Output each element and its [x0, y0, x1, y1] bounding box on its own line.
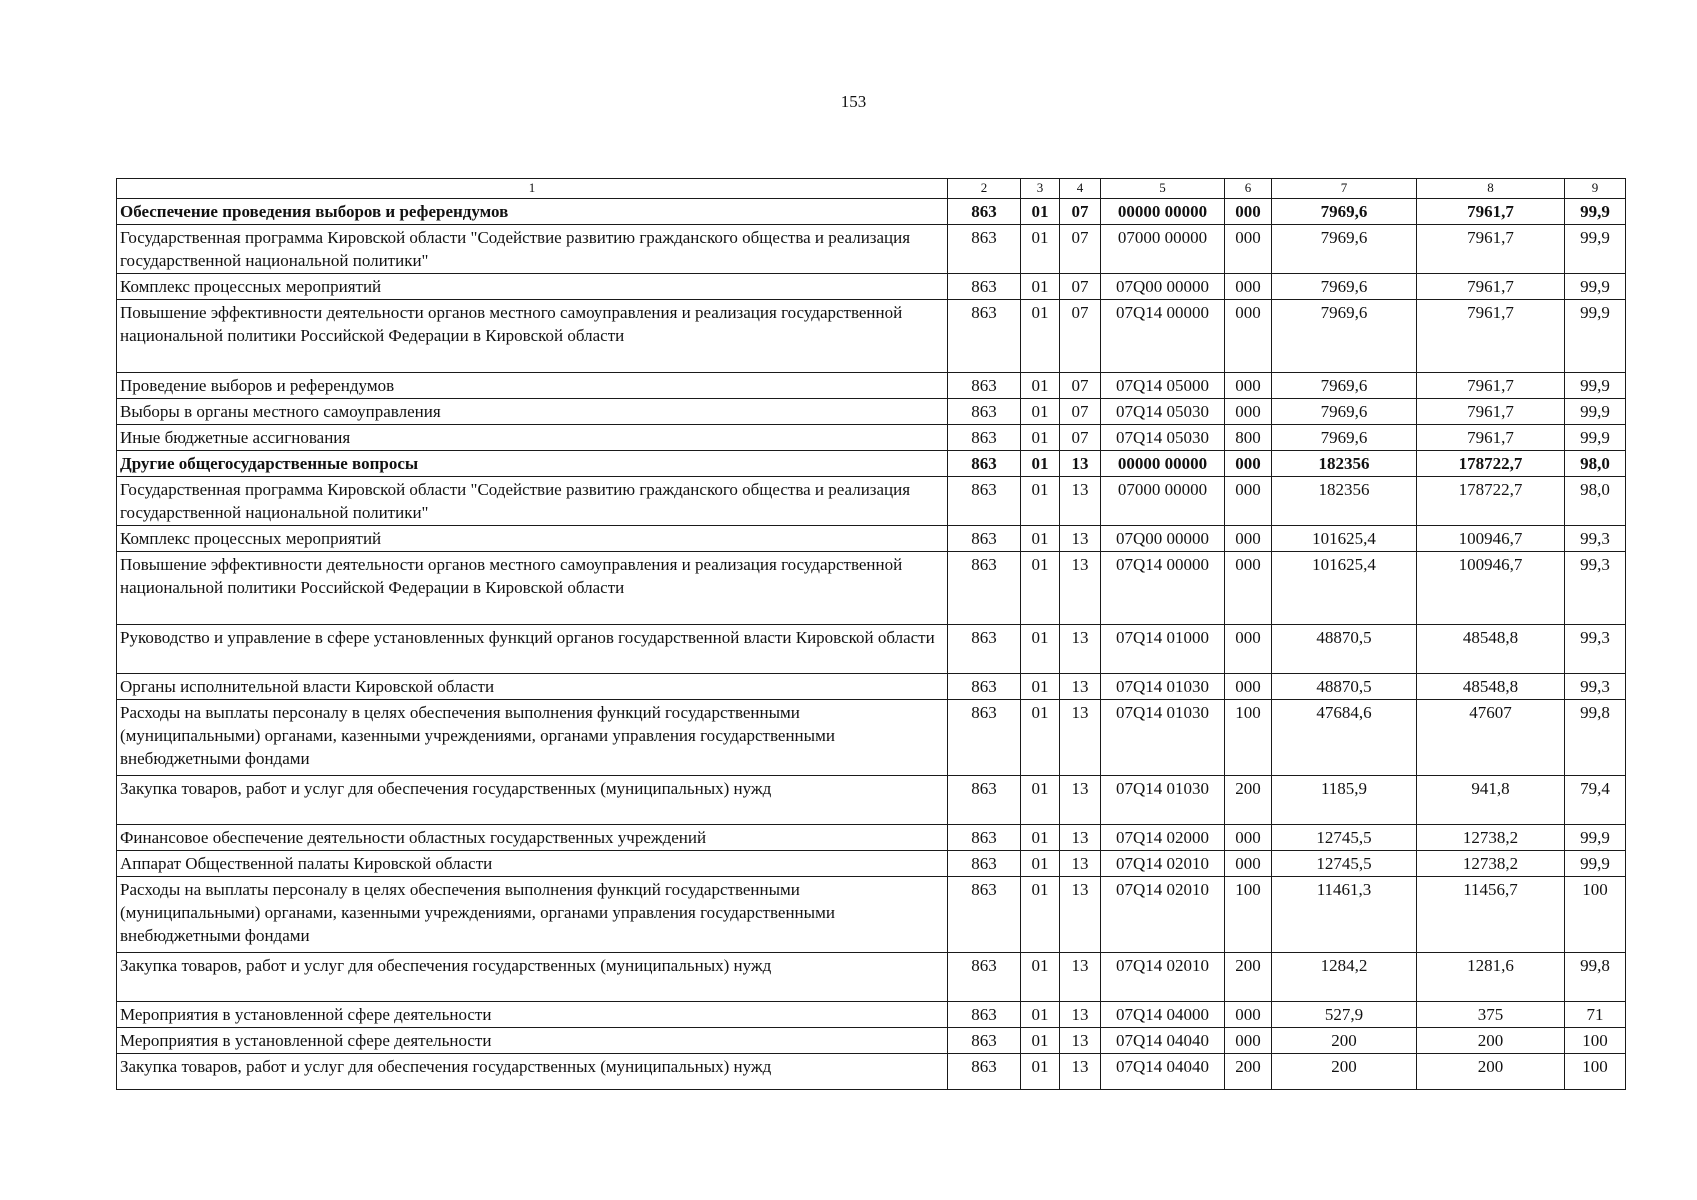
- target-article-cell: 07Q14 00000: [1101, 300, 1225, 373]
- executed-amount-cell: 7961,7: [1417, 399, 1565, 425]
- percent-cell: 99,9: [1565, 373, 1626, 399]
- target-article-cell: 07Q14 02010: [1101, 877, 1225, 953]
- row-name-cell: Проведение выборов и референдумов: [117, 373, 948, 399]
- subsection-cell: 07: [1060, 274, 1101, 300]
- percent-cell: 79,4: [1565, 776, 1626, 825]
- subsection-cell: 13: [1060, 625, 1101, 674]
- executed-amount-cell: 7961,7: [1417, 199, 1565, 225]
- row-name-cell: Расходы на выплаты персоналу в целях обеспечения выполнения функций государственными (муниципальными) органами, казенными учреждениями, органами управления государственными внебюджетными фондами: [117, 877, 948, 953]
- target-article-cell: 07Q00 00000: [1101, 526, 1225, 552]
- admin-code-cell: 863: [948, 1002, 1021, 1028]
- subsection-cell: 13: [1060, 877, 1101, 953]
- target-article-cell: 07Q14 02010: [1101, 953, 1225, 1002]
- table-row: [117, 373, 1626, 399]
- percent-cell: 99,9: [1565, 851, 1626, 877]
- percent-cell: 98,0: [1565, 451, 1626, 477]
- percent-cell: 99,9: [1565, 425, 1626, 451]
- column-header: 5: [1101, 179, 1225, 199]
- table-row: [117, 1028, 1626, 1054]
- admin-code-cell: 863: [948, 274, 1021, 300]
- admin-code-cell: 863: [948, 451, 1021, 477]
- executed-amount-cell: 7961,7: [1417, 225, 1565, 274]
- target-article-cell: 07Q14 05030: [1101, 425, 1225, 451]
- target-article-cell: 07Q00 00000: [1101, 274, 1225, 300]
- section-cell: 01: [1021, 274, 1060, 300]
- planned-amount-cell: 7969,6: [1272, 274, 1417, 300]
- percent-cell: 99,3: [1565, 552, 1626, 625]
- section-cell: 01: [1021, 700, 1060, 776]
- target-article-cell: 07Q14 00000: [1101, 552, 1225, 625]
- admin-code-cell: 863: [948, 700, 1021, 776]
- planned-amount-cell: 47684,6: [1272, 700, 1417, 776]
- expense-type-cell: 000: [1225, 477, 1272, 526]
- subsection-cell: 13: [1060, 477, 1101, 526]
- target-article-cell: 07Q14 04040: [1101, 1054, 1225, 1090]
- table-row: [117, 225, 1626, 274]
- table-row: [117, 199, 1626, 225]
- column-header: 9: [1565, 179, 1626, 199]
- planned-amount-cell: 7969,6: [1272, 399, 1417, 425]
- target-article-cell: 07Q14 05030: [1101, 399, 1225, 425]
- planned-amount-cell: 182356: [1272, 477, 1417, 526]
- executed-amount-cell: 47607: [1417, 700, 1565, 776]
- column-header: 3: [1021, 179, 1060, 199]
- subsection-cell: 07: [1060, 199, 1101, 225]
- expense-type-cell: 000: [1225, 1002, 1272, 1028]
- percent-cell: 99,9: [1565, 399, 1626, 425]
- expense-type-cell: 200: [1225, 776, 1272, 825]
- column-header: 1: [117, 179, 948, 199]
- subsection-cell: 13: [1060, 1054, 1101, 1090]
- executed-amount-cell: 375: [1417, 1002, 1565, 1028]
- executed-amount-cell: 100946,7: [1417, 526, 1565, 552]
- subsection-cell: 13: [1060, 552, 1101, 625]
- admin-code-cell: 863: [948, 225, 1021, 274]
- percent-cell: 99,9: [1565, 225, 1626, 274]
- table-row: [117, 776, 1626, 825]
- expense-type-cell: 000: [1225, 451, 1272, 477]
- subsection-cell: 07: [1060, 425, 1101, 451]
- expense-type-cell: 200: [1225, 953, 1272, 1002]
- executed-amount-cell: 7961,7: [1417, 274, 1565, 300]
- subsection-cell: 13: [1060, 674, 1101, 700]
- row-name-cell: Повышение эффективности деятельности органов местного самоуправления и реализация государственной национальной политики Российской Федерации в Кировской области: [117, 552, 948, 625]
- table-row: [117, 399, 1626, 425]
- section-cell: 01: [1021, 825, 1060, 851]
- percent-cell: 100: [1565, 877, 1626, 953]
- column-header: 7: [1272, 179, 1417, 199]
- section-cell: 01: [1021, 477, 1060, 526]
- row-name-cell: Аппарат Общественной палаты Кировской области: [117, 851, 948, 877]
- expense-type-cell: 000: [1225, 526, 1272, 552]
- expense-type-cell: 000: [1225, 199, 1272, 225]
- table-row: [117, 825, 1626, 851]
- expense-type-cell: 000: [1225, 274, 1272, 300]
- column-header: 6: [1225, 179, 1272, 199]
- section-cell: 01: [1021, 399, 1060, 425]
- column-header: 4: [1060, 179, 1101, 199]
- target-article-cell: 07Q14 02000: [1101, 825, 1225, 851]
- section-cell: 01: [1021, 373, 1060, 399]
- expense-type-cell: 000: [1225, 825, 1272, 851]
- section-cell: 01: [1021, 451, 1060, 477]
- table-row: [117, 425, 1626, 451]
- expense-type-cell: 100: [1225, 877, 1272, 953]
- expense-type-cell: 800: [1225, 425, 1272, 451]
- executed-amount-cell: 200: [1417, 1028, 1565, 1054]
- row-name-cell: Закупка товаров, работ и услуг для обеспечения государственных (муниципальных) нужд: [117, 953, 948, 1002]
- admin-code-cell: 863: [948, 300, 1021, 373]
- target-article-cell: 07Q14 04000: [1101, 1002, 1225, 1028]
- column-header: 2: [948, 179, 1021, 199]
- section-cell: 01: [1021, 526, 1060, 552]
- admin-code-cell: 863: [948, 477, 1021, 526]
- section-cell: 01: [1021, 300, 1060, 373]
- admin-code-cell: 863: [948, 625, 1021, 674]
- table-row: [117, 552, 1626, 625]
- planned-amount-cell: 1284,2: [1272, 953, 1417, 1002]
- target-article-cell: 07Q14 05000: [1101, 373, 1225, 399]
- row-name-cell: Иные бюджетные ассигнования: [117, 425, 948, 451]
- subsection-cell: 13: [1060, 1028, 1101, 1054]
- section-cell: 01: [1021, 1002, 1060, 1028]
- expense-type-cell: 100: [1225, 700, 1272, 776]
- planned-amount-cell: 7969,6: [1272, 199, 1417, 225]
- percent-cell: 99,9: [1565, 300, 1626, 373]
- target-article-cell: 00000 00000: [1101, 199, 1225, 225]
- percent-cell: 99,9: [1565, 274, 1626, 300]
- planned-amount-cell: 7969,6: [1272, 225, 1417, 274]
- section-cell: 01: [1021, 625, 1060, 674]
- percent-cell: 99,8: [1565, 700, 1626, 776]
- executed-amount-cell: 12738,2: [1417, 851, 1565, 877]
- table-row: [117, 1002, 1626, 1028]
- table-row: [117, 851, 1626, 877]
- row-name-cell: Другие общегосударственные вопросы: [117, 451, 948, 477]
- executed-amount-cell: 178722,7: [1417, 477, 1565, 526]
- expense-type-cell: 000: [1225, 552, 1272, 625]
- subsection-cell: 13: [1060, 776, 1101, 825]
- table-row: [117, 526, 1626, 552]
- percent-cell: 99,9: [1565, 199, 1626, 225]
- expense-type-cell: 000: [1225, 674, 1272, 700]
- planned-amount-cell: 7969,6: [1272, 373, 1417, 399]
- section-cell: 01: [1021, 851, 1060, 877]
- subsection-cell: 13: [1060, 526, 1101, 552]
- row-name-cell: Мероприятия в установленной сфере деятельности: [117, 1028, 948, 1054]
- section-cell: 01: [1021, 552, 1060, 625]
- executed-amount-cell: 7961,7: [1417, 300, 1565, 373]
- executed-amount-cell: 48548,8: [1417, 625, 1565, 674]
- row-name-cell: Обеспечение проведения выборов и референдумов: [117, 199, 948, 225]
- subsection-cell: 13: [1060, 700, 1101, 776]
- page-number: 153: [840, 92, 867, 111]
- expense-type-cell: 000: [1225, 300, 1272, 373]
- admin-code-cell: 863: [948, 1028, 1021, 1054]
- section-cell: 01: [1021, 877, 1060, 953]
- percent-cell: 99,3: [1565, 625, 1626, 674]
- table-header-row: [117, 179, 1626, 199]
- subsection-cell: 07: [1060, 373, 1101, 399]
- section-cell: 01: [1021, 674, 1060, 700]
- row-name-cell: Расходы на выплаты персоналу в целях обеспечения выполнения функций государственными (муниципальными) органами, казенными учреждениями, органами управления государственными внебюджетными фондами: [117, 700, 948, 776]
- target-article-cell: 07000 00000: [1101, 477, 1225, 526]
- admin-code-cell: 863: [948, 526, 1021, 552]
- row-name-cell: Выборы в органы местного самоуправления: [117, 399, 948, 425]
- expense-type-cell: 000: [1225, 625, 1272, 674]
- planned-amount-cell: 527,9: [1272, 1002, 1417, 1028]
- expense-type-cell: 000: [1225, 225, 1272, 274]
- planned-amount-cell: 200: [1272, 1028, 1417, 1054]
- row-name-cell: Государственная программа Кировской области "Содействие развитию гражданского общества и реализация государственной национальной политики": [117, 477, 948, 526]
- column-header: 8: [1417, 179, 1565, 199]
- section-cell: 01: [1021, 199, 1060, 225]
- expense-type-cell: 000: [1225, 851, 1272, 877]
- admin-code-cell: 863: [948, 552, 1021, 625]
- subsection-cell: 07: [1060, 225, 1101, 274]
- admin-code-cell: 863: [948, 399, 1021, 425]
- subsection-cell: 13: [1060, 953, 1101, 1002]
- percent-cell: 99,3: [1565, 526, 1626, 552]
- percent-cell: 100: [1565, 1028, 1626, 1054]
- subsection-cell: 13: [1060, 1002, 1101, 1028]
- expense-type-cell: 000: [1225, 373, 1272, 399]
- percent-cell: 99,3: [1565, 674, 1626, 700]
- target-article-cell: 00000 00000: [1101, 451, 1225, 477]
- section-cell: 01: [1021, 953, 1060, 1002]
- admin-code-cell: 863: [948, 877, 1021, 953]
- percent-cell: 99,9: [1565, 825, 1626, 851]
- admin-code-cell: 863: [948, 425, 1021, 451]
- planned-amount-cell: 101625,4: [1272, 552, 1417, 625]
- table-row: [117, 953, 1626, 1002]
- table-row: [117, 700, 1626, 776]
- target-article-cell: 07Q14 01030: [1101, 700, 1225, 776]
- subsection-cell: 13: [1060, 851, 1101, 877]
- expense-type-cell: 000: [1225, 399, 1272, 425]
- admin-code-cell: 863: [948, 953, 1021, 1002]
- admin-code-cell: 863: [948, 1054, 1021, 1090]
- table-row: [117, 451, 1626, 477]
- executed-amount-cell: 1281,6: [1417, 953, 1565, 1002]
- executed-amount-cell: 48548,8: [1417, 674, 1565, 700]
- admin-code-cell: 863: [948, 674, 1021, 700]
- subsection-cell: 07: [1060, 399, 1101, 425]
- row-name-cell: Финансовое обеспечение деятельности областных государственных учреждений: [117, 825, 948, 851]
- row-name-cell: Руководство и управление в сфере установленных функций органов государственной власти Кировской области: [117, 625, 948, 674]
- planned-amount-cell: 7969,6: [1272, 425, 1417, 451]
- planned-amount-cell: 101625,4: [1272, 526, 1417, 552]
- section-cell: 01: [1021, 425, 1060, 451]
- percent-cell: 98,0: [1565, 477, 1626, 526]
- expense-type-cell: 200: [1225, 1054, 1272, 1090]
- row-name-cell: Комплекс процессных мероприятий: [117, 526, 948, 552]
- target-article-cell: 07Q14 02010: [1101, 851, 1225, 877]
- subsection-cell: 07: [1060, 300, 1101, 373]
- row-name-cell: Государственная программа Кировской области "Содействие развитию гражданского общества и реализация государственной национальной политики": [117, 225, 948, 274]
- target-article-cell: 07Q14 01000: [1101, 625, 1225, 674]
- admin-code-cell: 863: [948, 373, 1021, 399]
- table-row: [117, 625, 1626, 674]
- planned-amount-cell: 12745,5: [1272, 825, 1417, 851]
- admin-code-cell: 863: [948, 825, 1021, 851]
- planned-amount-cell: 12745,5: [1272, 851, 1417, 877]
- table-row: [117, 300, 1626, 373]
- executed-amount-cell: 941,8: [1417, 776, 1565, 825]
- table-row: [117, 877, 1626, 953]
- row-name-cell: Органы исполнительной власти Кировской области: [117, 674, 948, 700]
- target-article-cell: 07Q14 01030: [1101, 776, 1225, 825]
- percent-cell: 71: [1565, 1002, 1626, 1028]
- section-cell: 01: [1021, 1028, 1060, 1054]
- section-cell: 01: [1021, 1054, 1060, 1090]
- executed-amount-cell: 7961,7: [1417, 425, 1565, 451]
- admin-code-cell: 863: [948, 199, 1021, 225]
- target-article-cell: 07Q14 04040: [1101, 1028, 1225, 1054]
- table-row: [117, 674, 1626, 700]
- executed-amount-cell: 200: [1417, 1054, 1565, 1090]
- planned-amount-cell: 7969,6: [1272, 300, 1417, 373]
- section-cell: 01: [1021, 776, 1060, 825]
- planned-amount-cell: 11461,3: [1272, 877, 1417, 953]
- executed-amount-cell: 11456,7: [1417, 877, 1565, 953]
- planned-amount-cell: 1185,9: [1272, 776, 1417, 825]
- row-name-cell: Комплекс процессных мероприятий: [117, 274, 948, 300]
- row-name-cell: Мероприятия в установленной сфере деятельности: [117, 1002, 948, 1028]
- target-article-cell: 07000 00000: [1101, 225, 1225, 274]
- table-row: [117, 477, 1626, 526]
- subsection-cell: 13: [1060, 825, 1101, 851]
- subsection-cell: 13: [1060, 451, 1101, 477]
- expense-type-cell: 000: [1225, 1028, 1272, 1054]
- executed-amount-cell: 12738,2: [1417, 825, 1565, 851]
- planned-amount-cell: 200: [1272, 1054, 1417, 1090]
- row-name-cell: Закупка товаров, работ и услуг для обеспечения государственных (муниципальных) нужд: [117, 776, 948, 825]
- table-row: [117, 274, 1626, 300]
- row-name-cell: Повышение эффективности деятельности органов местного самоуправления и реализация государственной национальной политики Российской Федерации в Кировской области: [117, 300, 948, 373]
- row-name-cell: Закупка товаров, работ и услуг для обеспечения государственных (муниципальных) нужд: [117, 1054, 948, 1090]
- planned-amount-cell: 182356: [1272, 451, 1417, 477]
- admin-code-cell: 863: [948, 776, 1021, 825]
- executed-amount-cell: 7961,7: [1417, 373, 1565, 399]
- target-article-cell: 07Q14 01030: [1101, 674, 1225, 700]
- budget-table: [116, 178, 1626, 1090]
- admin-code-cell: 863: [948, 851, 1021, 877]
- table-row: [117, 1054, 1626, 1090]
- planned-amount-cell: 48870,5: [1272, 625, 1417, 674]
- planned-amount-cell: 48870,5: [1272, 674, 1417, 700]
- percent-cell: 100: [1565, 1054, 1626, 1090]
- percent-cell: 99,8: [1565, 953, 1626, 1002]
- executed-amount-cell: 100946,7: [1417, 552, 1565, 625]
- section-cell: 01: [1021, 225, 1060, 274]
- executed-amount-cell: 178722,7: [1417, 451, 1565, 477]
